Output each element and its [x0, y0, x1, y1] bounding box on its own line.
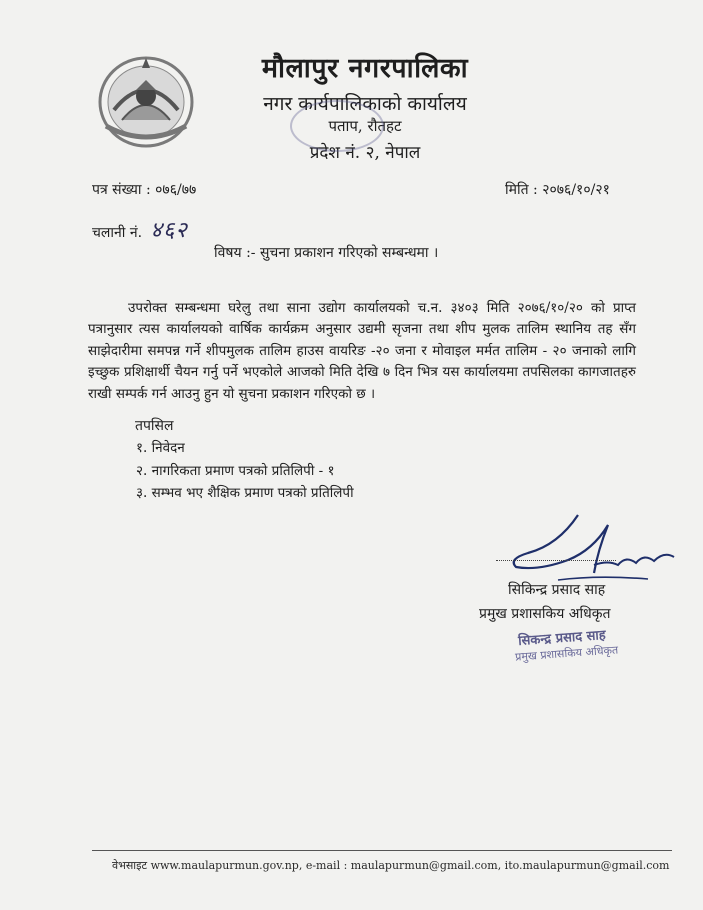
- signatory-title: प्रमुख प्रशासकिय अधिकृत: [479, 606, 611, 622]
- organization-name: मौलापुर नगरपालिका: [261, 53, 469, 84]
- letter-date: मिति : २०७६/१०/२१: [505, 182, 610, 198]
- footer-contact: वेभसाइट www.maulapurmun.gov.np, e-mail : maulapurmun@gmail.com, ito.maulapurmun@gmail.com: [112, 859, 670, 872]
- dispatch-label: चलानी नं.: [92, 225, 143, 241]
- dispatch-number: [92, 214, 188, 244]
- attachments-list: [136, 437, 354, 505]
- letter-subject: विषय :- सुचना प्रकाशन गरिएको सम्बन्धमा ।: [214, 245, 439, 261]
- office-name: नगर कार्यपालिकाको कार्यालय: [263, 93, 467, 115]
- letter-body: उपरोक्त सम्बन्धमा घरेलु तथा साना उद्योग कार्यालयको च.न. ३४०३ मिति २०७६/१०/२० को प्राप्त पत्रानुसार त्यस कार्यालयको वार्षिक कार्यक्रम अनुसार उद्यमी सृजना तथा शीप मुलक तालिम स्थानिय तह सँग साझेदारीमा समपन्न गर्ने शीपमुलक तालिम हाउस वायरिङ -२० जना र मोवाइल मर्मत तालिम - २० जनाको लागि इच्छुक प्रशिक्षार्थी चैयन गर्नु पर्ने भएकोले आजको मिति देखि ७ दिन भित्र यस कार्यालयमा तपसिलका कागजातहरु राखी सम्पर्क गर्न आउनु हुन यो सुचना प्रकाशन गरिएको छ ।: [88, 299, 636, 402]
- dispatch-number-handwritten: ४६२: [150, 218, 188, 243]
- letter-number: पत्र संख्या : ०७६/७७: [92, 182, 197, 198]
- signature-line: [496, 560, 616, 561]
- nepal-emblem-icon: [92, 50, 200, 150]
- list-item: २. नागरिकता प्रमाण पत्रको प्रतिलिपी - १: [136, 462, 335, 479]
- footer-divider: [92, 850, 672, 851]
- seal-name-stamp: सिकन्द्र प्रसाद साह: [517, 627, 607, 650]
- list-item: १. निवेदन: [136, 440, 185, 456]
- office-province: प्रदेश नं. २, नेपाल: [309, 143, 421, 163]
- signatory-name: सिकिन्द्र प्रसाद साह: [508, 582, 606, 598]
- seal-title-stamp: प्रमुख प्रशासकिय अधिकृत: [514, 643, 619, 664]
- office-stamp: [290, 100, 384, 152]
- office-address: पताप, रौतहट: [328, 117, 402, 135]
- list-item: ३. सम्भव भए शैक्षिक प्रमाण पत्रको प्रतिलिपी: [136, 485, 354, 501]
- attachments-title: तपसिल: [135, 418, 174, 434]
